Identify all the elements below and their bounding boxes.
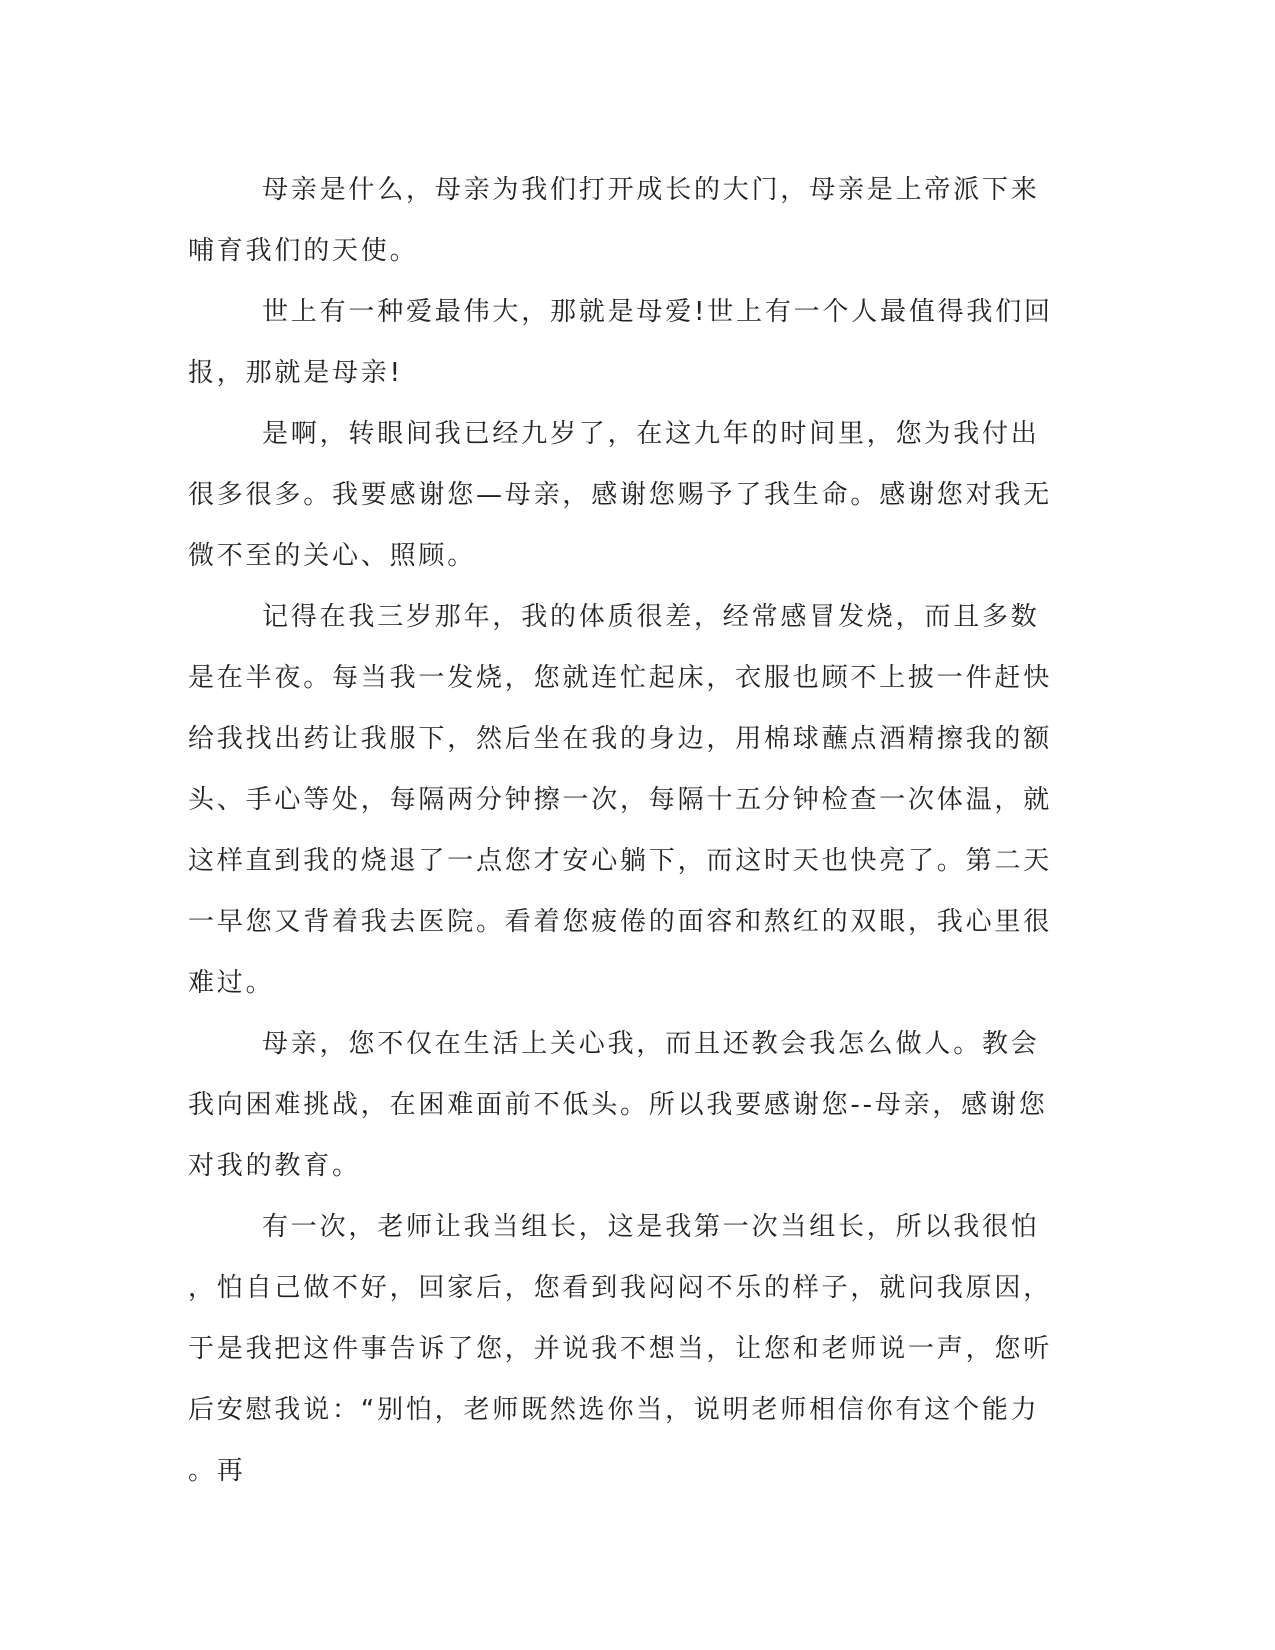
paragraph-1: 母亲是什么，母亲为我们打开成长的大门，母亲是上帝派下来哺育我们的天使。: [188, 175, 1040, 266]
paragraph-5: 母亲，您不仅在生活上关心我，而且还教会我怎么做人。教会我向困难挑战，在困难面前不低头。所以我要感谢您--母亲，感谢您对我的教育。: [188, 1029, 1048, 1181]
paragraph-6: 有一次，老师让我当组长，这是我第一次当组长，所以我很怕，怕自己做不好，回家后，您看到我闷闷不乐的样子，就问我原因，于是我把这件事告诉了您，并说我不想当，让您和老师说一声，您听后安慰我说：“别怕，老师既然选你当，说明老师相信你有这个能力。再: [188, 1212, 1053, 1486]
paragraph-3: 是啊，转眼间我已经九岁了，在这九年的时间里，您为我付出很多很多。我要感谢您—母亲，感谢您赐予了我生命。感谢您对我无微不至的关心、照顾。: [188, 419, 1053, 571]
paragraph-4: 记得在我三岁那年，我的体质很差，经常感冒发烧，而且多数是在半夜。每当我一发烧，您就连忙起床，衣服也顾不上披一件赶快给我找出药让我服下，然后坐在我的身边，用棉球蘸点酒精擦我的额头、手心等处，每隔两分钟擦一次，每隔十五分钟检查一次体温，就这样直到我的烧退了一点您才安心躺下，而这时天也快亮了。第二天一早您又背着我去医院。看着您疲倦的面容和熬红的双眼，我心里很难过。: [188, 602, 1053, 998]
paragraph-2: 世上有一种爱最伟大，那就是母爱!世上有一个人最值得我们回报，那就是母亲!: [188, 297, 1053, 388]
document-body: [188, 160, 1068, 1502]
